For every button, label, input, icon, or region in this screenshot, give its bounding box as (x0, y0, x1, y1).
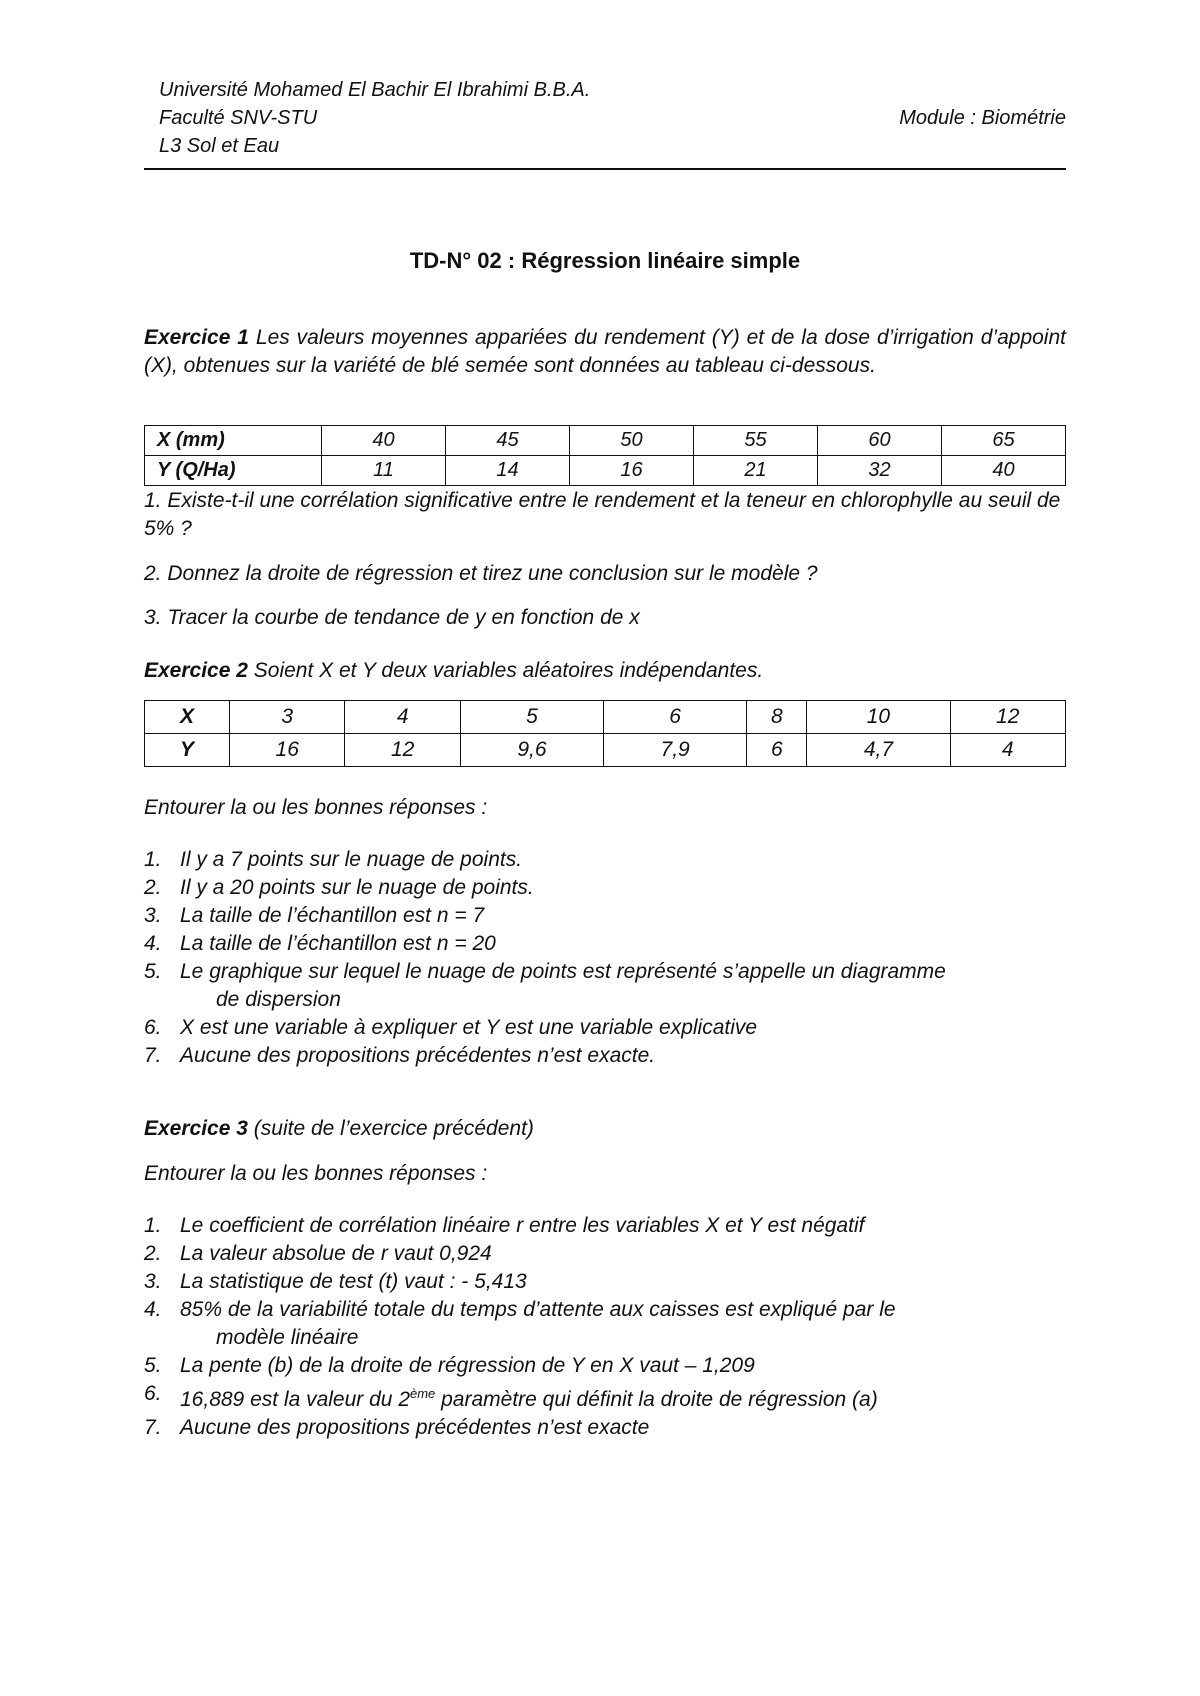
table-cell: 40 (322, 426, 446, 456)
exercise2-text: Soient X et Y deux variables aléatoires indépendantes. (253, 659, 764, 682)
table-cell: 60 (818, 426, 942, 456)
table-cell: 6 (747, 734, 807, 767)
option-number: 4. (144, 1298, 162, 1321)
exercise2-label: Exercice 2 (144, 659, 248, 682)
table-cell: 4 (950, 734, 1066, 767)
table-cell: 9,6 (460, 734, 603, 767)
table-cell: 55 (694, 426, 818, 456)
option-text: Aucune des propositions précédentes n’est exacte. (180, 1044, 656, 1067)
table-cell: 6 (604, 701, 747, 734)
list-item (144, 1240, 1066, 1268)
exercise3-instruction: Entourer la ou les bonnes réponses : (144, 1162, 488, 1185)
table-cell: 16 (570, 456, 694, 486)
option-text: La statistique de test (t) vaut : - 5,413 (180, 1270, 527, 1293)
exercise1-text: Les valeurs moyennes appariées du rendement (Y) et de la dose d’irrigation d’appoint (X), obtenues sur la variété de blé semée sont données au tableau ci-dessous. (144, 326, 1066, 377)
list-item (144, 1352, 1066, 1380)
option-text: Il y a 20 points sur le nuage de points. (180, 876, 534, 899)
table-cell: 12 (950, 701, 1066, 734)
exercise2-instruction: Entourer la ou les bonnes réponses : (144, 796, 488, 819)
exercise3-options (144, 1212, 1066, 1442)
list-item (144, 1212, 1066, 1240)
option-number: 3. (144, 1270, 162, 1293)
list-item (144, 902, 1066, 930)
exercise2-options (144, 846, 1066, 1070)
exercise1-intro (144, 324, 1066, 380)
option-text: Il y a 7 points sur le nuage de points. (180, 848, 523, 871)
table-cell: 50 (570, 426, 694, 456)
list-item (144, 874, 1066, 902)
exercise1-question-2: 2. Donnez la droite de régression et tirez une conclusion sur le modèle ? (144, 562, 818, 585)
list-item (144, 1042, 1066, 1070)
table-cell: 3 (230, 701, 345, 734)
table-row-header: Y (Q/Ha) (145, 456, 322, 486)
table-row (145, 456, 1066, 486)
faculty-name: Faculté SNV-STU (159, 107, 318, 129)
list-item (144, 1268, 1066, 1296)
table-cell: 16 (230, 734, 345, 767)
table-cell: 45 (446, 426, 570, 456)
exercise3-intro (144, 1115, 1066, 1143)
table-row (145, 701, 1066, 734)
option-continuation: modèle linéaire (216, 1326, 359, 1349)
table-row-header: X (mm) (145, 426, 322, 456)
exercise1-question-3: 3. Tracer la courbe de tendance de y en fonction de x (144, 606, 640, 629)
option-number: 2. (144, 876, 162, 899)
option-text-end: paramètre qui définit la droite de régression (a) (435, 1388, 878, 1411)
option-superscript: ème (410, 1386, 436, 1401)
table-cell: 40 (942, 456, 1066, 486)
table-cell: 4 (345, 701, 460, 734)
table-cell: 7,9 (604, 734, 747, 767)
option-number: 1. (144, 848, 162, 871)
list-item (144, 1380, 1066, 1414)
table-row-header: X (145, 701, 230, 734)
list-item (144, 1296, 1066, 1352)
list-item (144, 958, 1066, 1014)
university-name: Université Mohamed El Bachir El Ibrahimi B.B.A. (159, 79, 591, 101)
option-number: 6. (144, 1382, 162, 1405)
table-cell: 65 (942, 426, 1066, 456)
table-cell: 14 (446, 456, 570, 486)
table-row-header: Y (145, 734, 230, 767)
option-number: 2. (144, 1242, 162, 1265)
table-cell: 10 (807, 701, 950, 734)
option-text: La taille de l’échantillon est n = 20 (180, 932, 496, 955)
table-cell: 5 (460, 701, 603, 734)
table-cell: 21 (694, 456, 818, 486)
option-number: 1. (144, 1214, 162, 1237)
exercise1-label: Exercice 1 (144, 326, 249, 349)
list-item (144, 1014, 1066, 1042)
option-text-start: 16,889 est la valeur du 2 (180, 1388, 410, 1411)
option-continuation: de dispersion (216, 988, 341, 1011)
option-number: 7. (144, 1044, 162, 1067)
table-cell: 4,7 (807, 734, 950, 767)
exercise3-label: Exercice 3 (144, 1117, 248, 1140)
option-number: 5. (144, 1354, 162, 1377)
exercise3-text: (suite de l’exercice précédent) (253, 1117, 534, 1140)
option-number: 6. (144, 1016, 162, 1039)
exercise2-intro (144, 657, 1066, 685)
exercise2-table (144, 700, 1066, 767)
class-level: L3 Sol et Eau (159, 135, 280, 157)
page-header (144, 76, 1066, 170)
option-text: Aucune des propositions précédentes n’est exacte (180, 1416, 650, 1439)
list-item (144, 846, 1066, 874)
table-row (145, 734, 1066, 767)
option-number: 7. (144, 1416, 162, 1439)
option-text: Le coefficient de corrélation linéaire r entre les variables X et Y est négatif (180, 1214, 865, 1237)
table-cell: 11 (322, 456, 446, 486)
module-name: Module : Biométrie (899, 107, 1066, 129)
option-text: X est une variable à expliquer et Y est une variable explicative (180, 1016, 758, 1039)
document-title: TD-N° 02 : Régression linéaire simple (409, 248, 801, 273)
table-cell: 32 (818, 456, 942, 486)
option-number: 4. (144, 932, 162, 955)
option-text: La pente (b) de la droite de régression de Y en X vaut – 1,209 (180, 1354, 755, 1377)
table-row (145, 426, 1066, 456)
option-text: La valeur absolue de r vaut 0,924 (180, 1242, 492, 1265)
exercise1-question-1: 1. Existe-t-il une corrélation significative entre le rendement et la teneur en chlorophylle au seuil de 5% ? (144, 489, 1061, 540)
table-cell: 12 (345, 734, 460, 767)
option-number: 3. (144, 904, 162, 927)
list-item (144, 1414, 1066, 1442)
option-text: 85% de la variabilité totale du temps d’attente aux caisses est expliqué par le (180, 1298, 896, 1321)
option-text: La taille de l’échantillon est n = 7 (180, 904, 485, 927)
list-item (144, 930, 1066, 958)
exercise1-table (144, 425, 1066, 486)
option-text: Le graphique sur lequel le nuage de points est représenté s’appelle un diagramme (180, 960, 946, 983)
option-number: 5. (144, 960, 162, 983)
table-cell: 8 (747, 701, 807, 734)
